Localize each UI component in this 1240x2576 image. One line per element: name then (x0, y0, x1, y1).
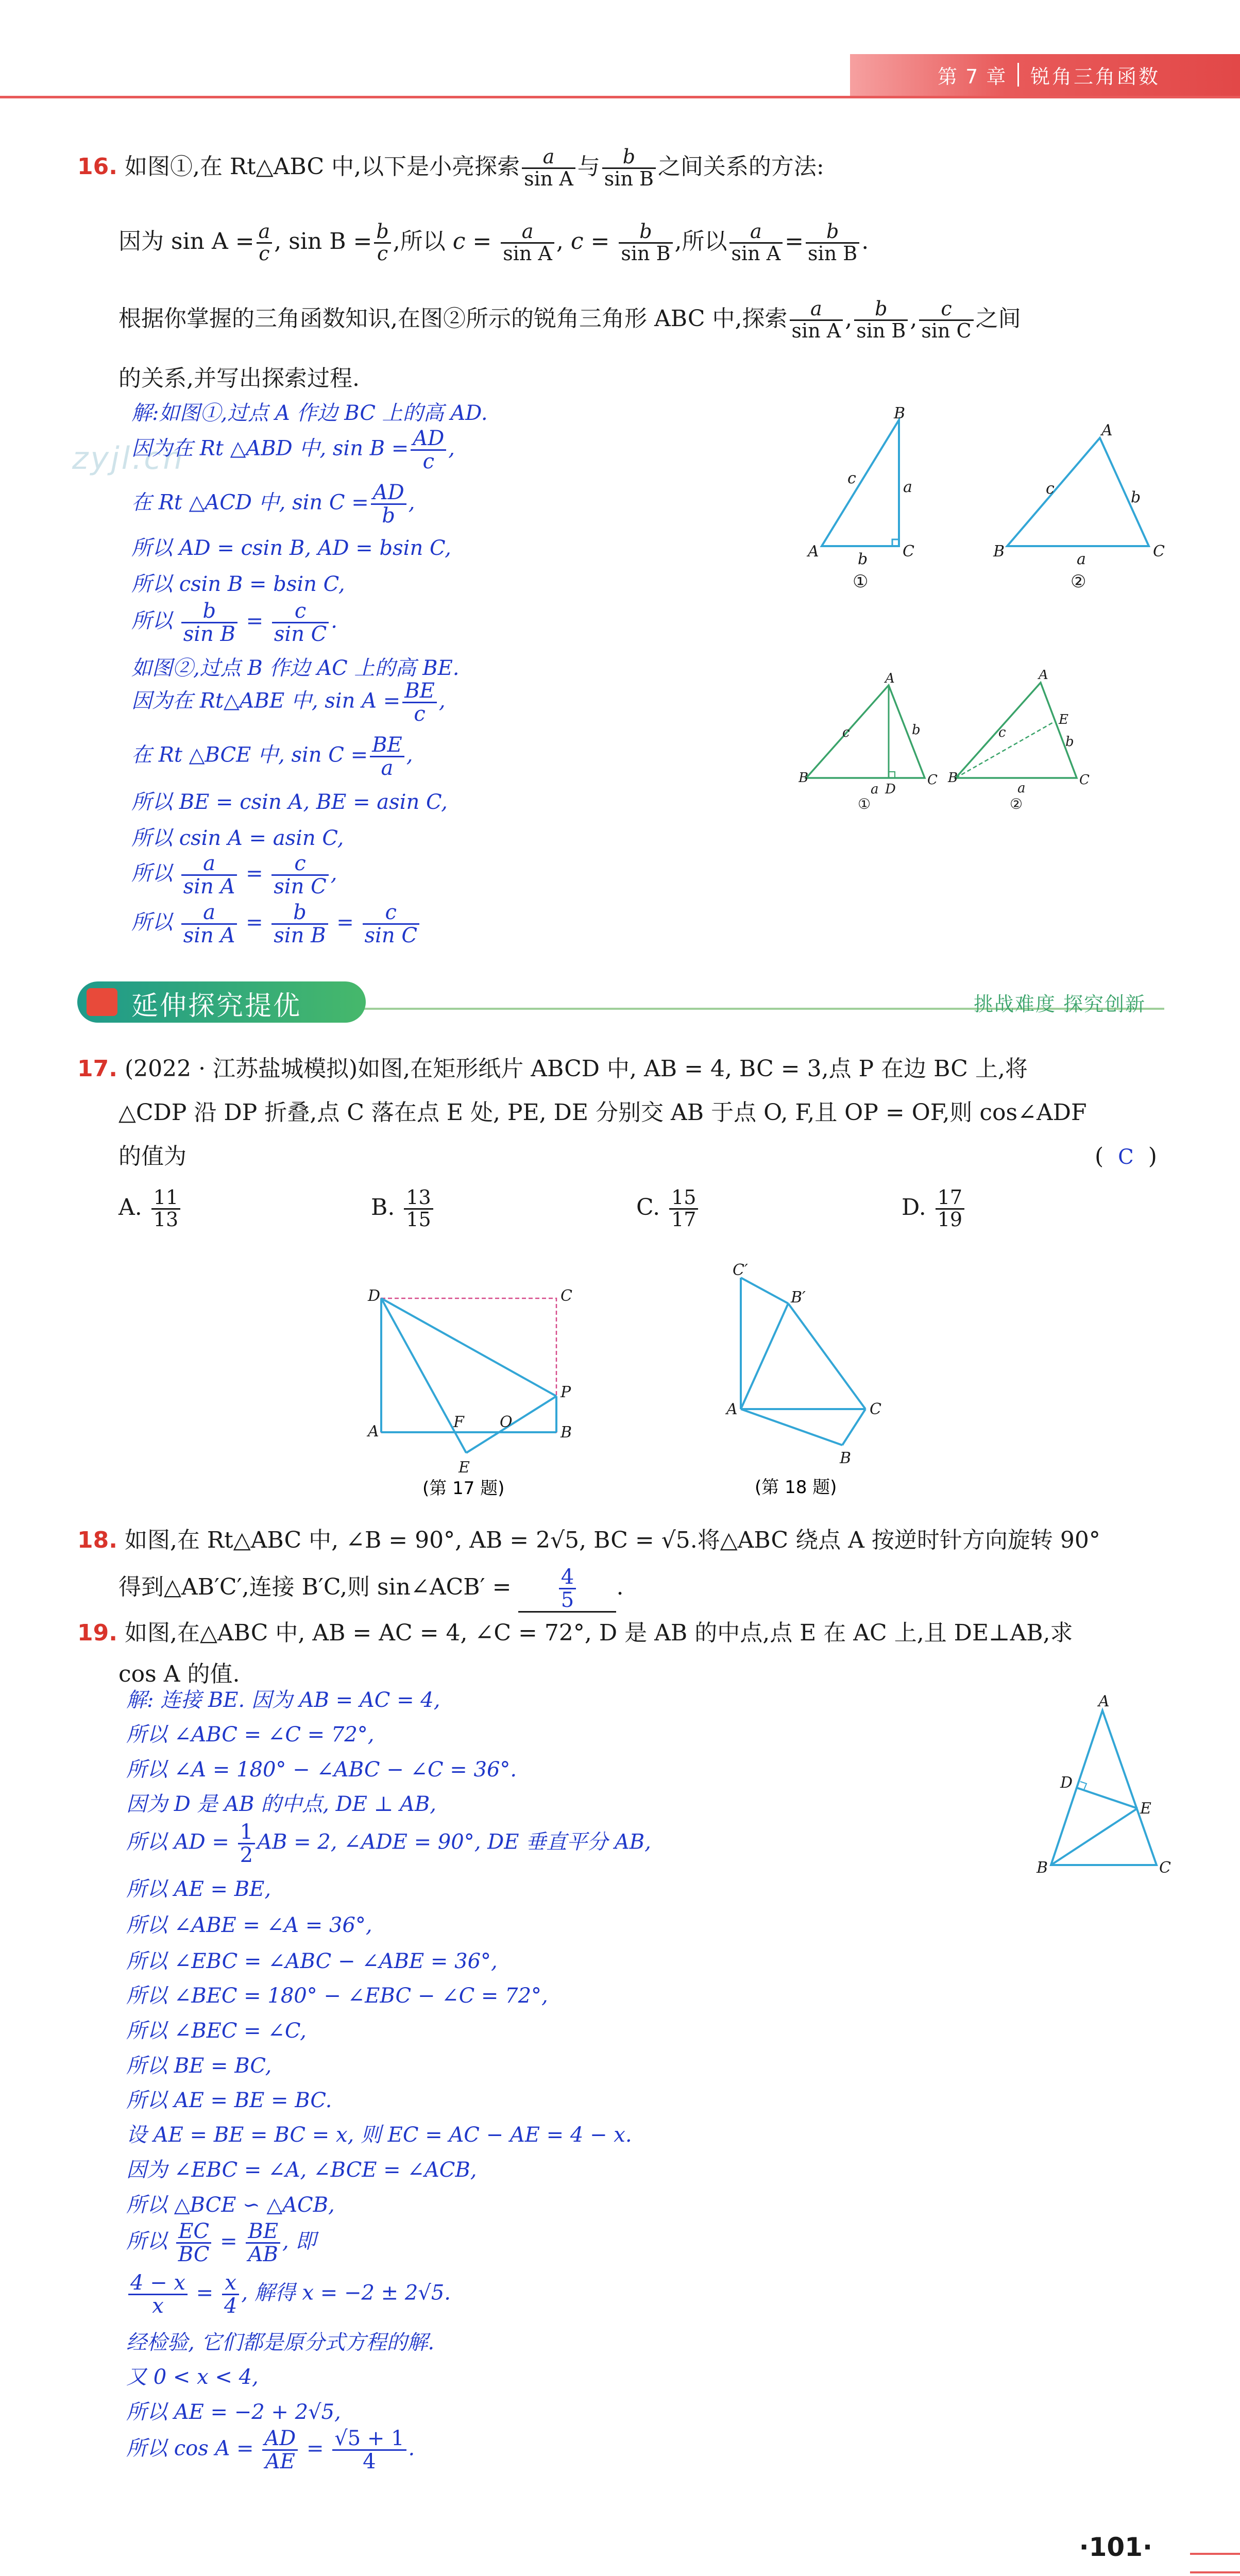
q18-fig-caption: (第 18 题) (755, 1477, 837, 1498)
svg-text:C: C (1159, 1859, 1171, 1877)
q19-sol-7: 所以 ∠ABE = ∠A = 36°, (126, 1913, 372, 1937)
q18-line1 (77, 1525, 1100, 1556)
svg-text:E: E (1059, 712, 1068, 727)
svg-text:C′: C′ (733, 1262, 748, 1279)
q19-sol-1: 所以 ∠ABC = ∠C = 72°, (126, 1723, 375, 1747)
figure-1-altitude (799, 671, 938, 812)
q19-sol-9: 所以 ∠BEC = 180° − ∠EBC − ∠C = 72°, (126, 1984, 548, 2008)
q19-sol-0: 解: 连接 BE. 因为 AB = AC = 4, (126, 1688, 440, 1712)
watermark: zyjl.cn (72, 440, 185, 477)
section-title: 延伸探究提优 (131, 991, 302, 1022)
svg-text:D: D (885, 782, 896, 797)
svg-text:B: B (993, 543, 1005, 561)
q17-line2: △CDP 沿 DP 折叠,点 C 落在点 E 处, PE, DE 分别交 AB 于点 O, F,且 OP = OF,则 cos∠ADF (118, 1099, 1087, 1126)
q18-line2: 得到△AB′C′,连接 B′C,则 sin∠ACB′ = $\frac{4}{5}$ . (118, 1565, 624, 1612)
q16-intro-c: 之间关系的方法: (657, 153, 824, 180)
q16-sol-6: 如图②,过点 B 作边 AC 上的高 BE. (131, 656, 460, 680)
q19-number: 19. (77, 1620, 117, 1646)
q19-sol-22: 所以 cos A = $\frac{AD}{AE}$ = $\frac{√5 + 1}{4}$ . (126, 2427, 415, 2473)
q19-sol-2: 所以 ∠A = 180° − ∠ABC − ∠C = 36°. (126, 1758, 517, 1782)
q17-answer-bracket: ( C ) (1095, 1143, 1157, 1170)
q19-sol-18: $\frac{4 - x}{x}$ = $\frac{x}{4}$ , 解得 x = −2 ± 2√5. (126, 2272, 451, 2317)
q19-sol-13: 设 AE = BE = BC = x, 则 EC = AC − AE = 4 − x. (126, 2123, 632, 2147)
q19-sol-15: 所以 △BCE ∽ △ACB, (126, 2193, 335, 2217)
svg-text:C: C (1153, 543, 1165, 561)
q19-sol-21: 所以 AE = −2 + 2√5, (126, 2400, 341, 2424)
q16-line4: 的关系,并写出探索过程. (118, 365, 360, 392)
q16-sol-10: 所以 csin A = asin C, (131, 826, 344, 850)
svg-text:P: P (560, 1383, 571, 1401)
q19-sol-3: 因为 D 是 AB 的中点, DE ⊥ AB, (126, 1792, 436, 1816)
q19-line2: cos A 的值. (118, 1661, 240, 1687)
svg-text:A: A (885, 671, 895, 686)
q19-sol-12: 所以 AE = BE = BC. (126, 2089, 332, 2112)
svg-text:b: b (1131, 488, 1141, 506)
section-tagline: 挑战难度 探究创新 (974, 993, 1146, 1015)
svg-text:b: b (912, 722, 921, 738)
q16-sol-0: 解:如图①,过点 A 作边 BC 上的高 AD. (131, 401, 488, 425)
q18-figure (711, 1262, 927, 1499)
q16-line3: 根据你掌握的三角函数知识,在图②所示的锐角三角形 ABC 中,探索 $\frac{a}{\text{sin A}}$ , $\frac{b}{\text{sin B}}$ , $\frac{c}{\text{sin C}}$ 之间 (118, 297, 1021, 342)
svg-text:B: B (894, 407, 906, 422)
q16-line2-d: , (556, 228, 564, 255)
svg-text:c: c (998, 725, 1006, 740)
svg-text:A: A (1101, 421, 1113, 439)
q17-answer: C (1118, 1145, 1134, 1169)
q19-line1-text: 如图,在△ABC 中, AB = AC = 4, ∠C = 72°, D 是 AB 的中点,点 E 在 AC 上,且 DE⊥AB,求 (124, 1620, 1073, 1646)
q18-number: 18. (77, 1527, 117, 1553)
q16-line2-c: ,所以 (393, 228, 446, 255)
figure-2-label: ② (1071, 571, 1086, 592)
svg-text:D: D (368, 1287, 381, 1305)
q19-sol-11: 所以 BE = BC, (126, 2054, 272, 2078)
svg-text:O: O (500, 1413, 513, 1431)
q16-line2-b: , sin B = (274, 228, 372, 255)
q18-line1-text: 如图,在 Rt△ABC 中, ∠B = 90°, AB = 2√5, BC = √5.将△ABC 绕点 A 按逆时针方向旋转 90° (124, 1527, 1100, 1553)
q19-sol-19: 经检验, 它们都是原分式方程的解. (126, 2331, 435, 2354)
q16-line1: 16. 如图①,在 Rt△ABC 中,以下是小亮探索 $\frac{a}{\text{sin A}}$ 与 $\frac{b}{\text{sin B}}$ 之间关系的方法: (77, 145, 824, 190)
q17-option-c: C. $\frac{15}{17}$ (636, 1188, 700, 1230)
q18-line2-text: 得到△AB′C′,连接 B′C,则 sin∠ACB′ = (118, 1574, 512, 1600)
q16-line2-e: ,所以 (674, 228, 727, 255)
svg-text:D: D (1060, 1774, 1073, 1792)
figure-1-right-triangle (806, 407, 914, 592)
svg-text:E: E (458, 1459, 470, 1477)
q16-intro-b: 与 (577, 153, 600, 180)
figure-2-small-label: ② (1010, 795, 1023, 812)
page-number-decoration (1190, 2553, 1240, 2573)
header-divider (1017, 63, 1019, 87)
figure-2-acute-triangle (993, 421, 1165, 592)
svg-text:C: C (903, 543, 914, 561)
q19-sol-10: 所以 ∠BEC = ∠C, (126, 2019, 307, 2043)
svg-text:A: A (726, 1400, 738, 1418)
q17-option-d: D. $\frac{17}{19}$ (902, 1188, 966, 1230)
svg-text:c: c (847, 469, 856, 487)
q16-sol-12: 所以 $\frac{a}{\text{sin A}}$ = $\frac{b}{\text{sin B}}$ = $\frac{c}{\text{sin C}}$ (131, 902, 421, 946)
svg-text:B: B (840, 1449, 852, 1467)
book-icon (87, 988, 117, 1016)
q16-sol-5: 所以 $\frac{b}{\text{sin B}}$ = $\frac{c}{\text{sin C}}$ . (131, 599, 337, 646)
svg-text:c: c (842, 725, 850, 740)
svg-text:C: C (927, 772, 938, 788)
q16-figures-bottom (799, 670, 1108, 824)
svg-text:b: b (1065, 734, 1074, 750)
q16-line3-end: 之间 (975, 305, 1021, 332)
svg-text:F: F (453, 1413, 464, 1431)
svg-text:B: B (1037, 1859, 1048, 1877)
chapter-label: 第 7 章 (938, 65, 1007, 88)
q16-line2-a: 因为 sin A = (118, 228, 254, 255)
q16-sol-11: 所以 $\frac{a}{\text{sin A}}$ = $\frac{c}{\text{sin C}}$ , (131, 852, 337, 899)
svg-text:A: A (1039, 670, 1048, 683)
q17-line1 (77, 1054, 1028, 1084)
q17-number: 17. (77, 1056, 117, 1082)
q16-sol-8: 在 Rt △BCE 中, sin C = $\frac{BE}{a}$ , (131, 733, 413, 780)
q17-option-b: B. $\frac{13}{15}$ (371, 1188, 435, 1230)
svg-text:a: a (871, 782, 879, 797)
q16-sol-2: 在 Rt △ACD 中, sin C = $\frac{AD}{b}$ , (131, 481, 415, 528)
svg-text:b: b (858, 550, 868, 568)
q16-intro-a: 如图①,在 Rt△ABC 中,以下是小亮探索 (124, 153, 520, 180)
svg-text:a: a (903, 478, 912, 496)
header-rule (0, 96, 1240, 98)
page-number: ·101· (1079, 2532, 1152, 2562)
figure-1-small-label: ① (858, 795, 871, 812)
svg-text:E: E (1140, 1800, 1151, 1818)
q19-line1 (77, 1618, 1073, 1649)
q19-sol-8: 所以 ∠EBC = ∠ABC − ∠ABE = 36°, (126, 1950, 498, 1973)
q19-sol-20: 又 0 < x < 4, (126, 2365, 259, 2389)
figure-1-label: ① (853, 571, 869, 592)
q19-sol-14: 因为 ∠EBC = ∠A, ∠BCE = ∠ACB, (126, 2158, 477, 2182)
svg-text:B: B (948, 770, 958, 786)
q19-figure (1030, 1690, 1185, 1880)
svg-text:A: A (1098, 1692, 1110, 1710)
svg-text:B: B (799, 770, 809, 786)
q17-figure (361, 1278, 587, 1499)
q16-sol-1: 因为在 Rt △ABD 中, sin B = $\frac{AD}{c}$ , (131, 427, 455, 473)
svg-text:a: a (1017, 781, 1026, 796)
q16-figures-top (804, 407, 1175, 613)
svg-text:c: c (1046, 480, 1055, 498)
svg-text:A: A (808, 543, 819, 561)
q17-fig-caption: (第 17 题) (422, 1478, 505, 1499)
chapter-title: 锐角三角函数 (1030, 65, 1161, 88)
svg-text:B: B (560, 1423, 572, 1442)
svg-text:B′: B′ (791, 1289, 806, 1307)
q16-sol-3: 所以 AD = csin B, AD = bsin C, (131, 536, 451, 560)
svg-text:a: a (1077, 550, 1086, 568)
svg-text:C: C (560, 1287, 572, 1305)
q16-line3-text: 根据你掌握的三角函数知识,在图②所示的锐角三角形 ABC 中,探索 (118, 305, 788, 332)
q16-sol-7: 因为在 Rt△ABE 中, sin A = $\frac{BE}{c}$ , (131, 679, 446, 726)
q17-option-a: A. $\frac{11}{13}$ (118, 1188, 182, 1230)
q16-sol-4: 所以 csin B = bsin C, (131, 572, 345, 596)
q19-sol-4: 所以 AD = $\frac{1}{2}$ AB = 2, ∠ADE = 90°, DE 垂直平分 AB, (126, 1820, 651, 1867)
svg-text:C: C (1079, 772, 1090, 788)
q18-answer-blank: $\frac{4}{5}$ (518, 1566, 616, 1613)
q16-line2: 因为 sin A = $\frac{a}{c}$ , sin B = $\frac{b}{c}$ ,所以 c = $\frac{a}{\text{sin A}}$ , c = $\frac{b}{\text{sin B}}$ ,所以 $\frac{a}{\text{sin A}}$ = $\frac{b}{\text{sin B}}$ . (118, 220, 869, 265)
q19-sol-6: 所以 AE = BE, (126, 1877, 271, 1901)
svg-text:C: C (870, 1400, 881, 1418)
q17-line1-text: (2022 · 江苏盐城模拟)如图,在矩形纸片 ABCD 中, AB = 4, BC = 3,点 P 在边 BC 上,将 (124, 1056, 1028, 1082)
figure-2-altitude (947, 670, 1090, 812)
q19-sol-16: 所以 $\frac{EC}{BC}$ = $\frac{BE}{AB}$ , 即 (126, 2219, 316, 2266)
q16-sol-9: 所以 BE = csin A, BE = asin C, (131, 790, 448, 814)
q16-number: 16. (77, 153, 117, 180)
svg-text:A: A (368, 1422, 379, 1440)
q17-line3: 的值为 (118, 1143, 186, 1170)
